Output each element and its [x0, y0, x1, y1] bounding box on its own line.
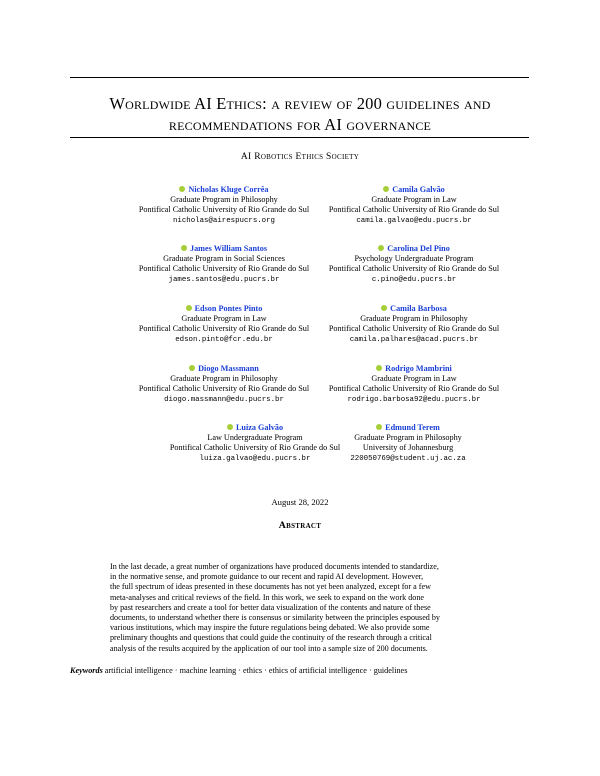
- author-institution: Pontifical Catholic University of Rio Grande do Sul: [138, 384, 310, 394]
- author-block: [318, 423, 498, 464]
- abstract-line: by past researchers and create a tool for better data visualization of the contents and nature of these: [110, 602, 431, 612]
- orcid-icon[interactable]: [383, 186, 389, 192]
- author-institution: University of Johannesburg: [362, 443, 454, 453]
- author-program: Graduate Program in Law: [371, 195, 457, 205]
- author-name[interactable]: Nicholas Kluge Corrêa: [188, 185, 269, 194]
- author-name[interactable]: Carolina Del Pino: [387, 244, 450, 253]
- abstract-line: analysis of the results acquired by the application of our tool into a sample size of 200 documents.: [110, 643, 428, 653]
- author-name[interactable]: Edson Pontes Pinto: [194, 304, 263, 313]
- author-name[interactable]: Luiza Galvão: [235, 423, 284, 432]
- author-name[interactable]: Rodrigo Mambrini: [385, 364, 452, 373]
- abstract-line: the full spectrum of ideas presented in these documents has not yet been analyzed, except for a few: [110, 582, 431, 592]
- author-block: [284, 304, 544, 345]
- paper-title-line-2: recommendations for AI governance: [168, 115, 432, 134]
- keywords-list: artificial intelligence · machine learning · ethics · ethics of artificial intelligence · guidelines: [104, 666, 408, 675]
- author-program: Graduate Program in Law: [371, 374, 457, 384]
- author-program: Graduate Program in Law: [181, 314, 267, 324]
- author-name[interactable]: Camila Galvão: [392, 185, 445, 194]
- orcid-icon[interactable]: [181, 245, 187, 251]
- abstract-line: preliminary thoughts and questions that could guide the continuity of the research through a critical: [110, 633, 432, 643]
- author-institution: Pontifical Catholic University of Rio Grande do Sul: [138, 264, 310, 274]
- paper-title-line-1: Worldwide AI Ethics: a review of 200 guidelines and: [109, 94, 491, 113]
- author-program: Graduate Program in Philosophy: [170, 374, 278, 384]
- author-program: Graduate Program in Philosophy: [170, 195, 278, 205]
- orcid-icon[interactable]: [179, 186, 185, 192]
- orcid-icon[interactable]: [376, 365, 382, 371]
- orcid-icon[interactable]: [189, 365, 195, 371]
- author-institution: Pontifical Catholic University of Rio Grande do Sul: [169, 443, 341, 453]
- author-email[interactable]: nicholas@airespucrs.org: [172, 216, 275, 225]
- keywords: [70, 666, 540, 675]
- orcid-icon[interactable]: [381, 305, 387, 311]
- society-name: AI Robotics Ethics Society: [240, 152, 360, 162]
- author-program: Graduate Program in Philosophy: [354, 433, 462, 443]
- author-name[interactable]: Diogo Massmann: [198, 364, 259, 373]
- author-institution: Pontifical Catholic University of Rio Grande do Sul: [328, 264, 500, 274]
- publication-date: August 28, 2022: [271, 497, 329, 507]
- orcid-icon[interactable]: [378, 245, 384, 251]
- author-program: Psychology Undergraduate Program: [354, 254, 474, 264]
- author-block: [284, 364, 544, 405]
- author-block: [284, 185, 544, 226]
- author-program: Graduate Program in Social Sciences: [163, 254, 285, 264]
- keywords-label: Keywords: [70, 666, 103, 675]
- author-institution: Pontifical Catholic University of Rio Grande do Sul: [328, 324, 500, 334]
- abstract-line: In the last decade, a great number of organizations have produced documents intended to standardize,: [110, 562, 439, 571]
- author-name[interactable]: James William Santos: [189, 244, 268, 253]
- author-email[interactable]: rodrigo.barbosa92@edu.pucrs.br: [347, 395, 481, 404]
- author-institution: Pontifical Catholic University of Rio Grande do Sul: [138, 324, 310, 334]
- author-institution: Pontifical Catholic University of Rio Grande do Sul: [328, 384, 500, 394]
- author-program: Law Undergraduate Program: [207, 433, 303, 443]
- orcid-icon[interactable]: [227, 424, 233, 430]
- author-email[interactable]: c.pino@edu.pucrs.br: [371, 275, 457, 284]
- title-rule-top: [70, 77, 529, 78]
- author-email[interactable]: camila.galvao@edu.pucrs.br: [356, 216, 472, 225]
- author-institution: Pontifical Catholic University of Rio Grande do Sul: [328, 205, 500, 215]
- author-email[interactable]: camila.palhares@acad.pucrs.br: [349, 335, 479, 344]
- abstract-body: [110, 562, 490, 654]
- author-program: Graduate Program in Philosophy: [360, 314, 468, 324]
- author-email[interactable]: luiza.galvao@edu.pucrs.br: [199, 454, 311, 463]
- author-name[interactable]: Edmund Terem: [385, 423, 440, 432]
- abstract-line: various institutions, which may inspire the future regulations being debated. We also provide some: [110, 623, 430, 633]
- author-email[interactable]: 220050769@student.uj.ac.za: [350, 454, 466, 463]
- abstract-line: in the normative sense, and promote guidance to our recent and rapid AI development. However,: [110, 572, 424, 582]
- abstract-line: meta-analyses and critical reviews of the field. In this work, we seek to expand on the work done: [110, 592, 424, 602]
- author-name[interactable]: Camila Barbosa: [390, 304, 447, 313]
- author-institution: Pontifical Catholic University of Rio Grande do Sul: [138, 205, 310, 215]
- title-rule-bottom: [70, 137, 529, 138]
- abstract-line: documents, to understand whether there is consensus or similarity between the principles espoused by: [110, 613, 440, 623]
- author-email[interactable]: diogo.massmann@edu.pucrs.br: [164, 395, 284, 404]
- author-email[interactable]: edson.pinto@fcr.edu.br: [175, 335, 273, 344]
- orcid-icon[interactable]: [376, 424, 382, 430]
- author-email[interactable]: james.santos@edu.pucrs.br: [168, 275, 280, 284]
- orcid-icon[interactable]: [186, 305, 192, 311]
- author-block: [284, 244, 544, 285]
- abstract-heading: Abstract: [278, 520, 322, 531]
